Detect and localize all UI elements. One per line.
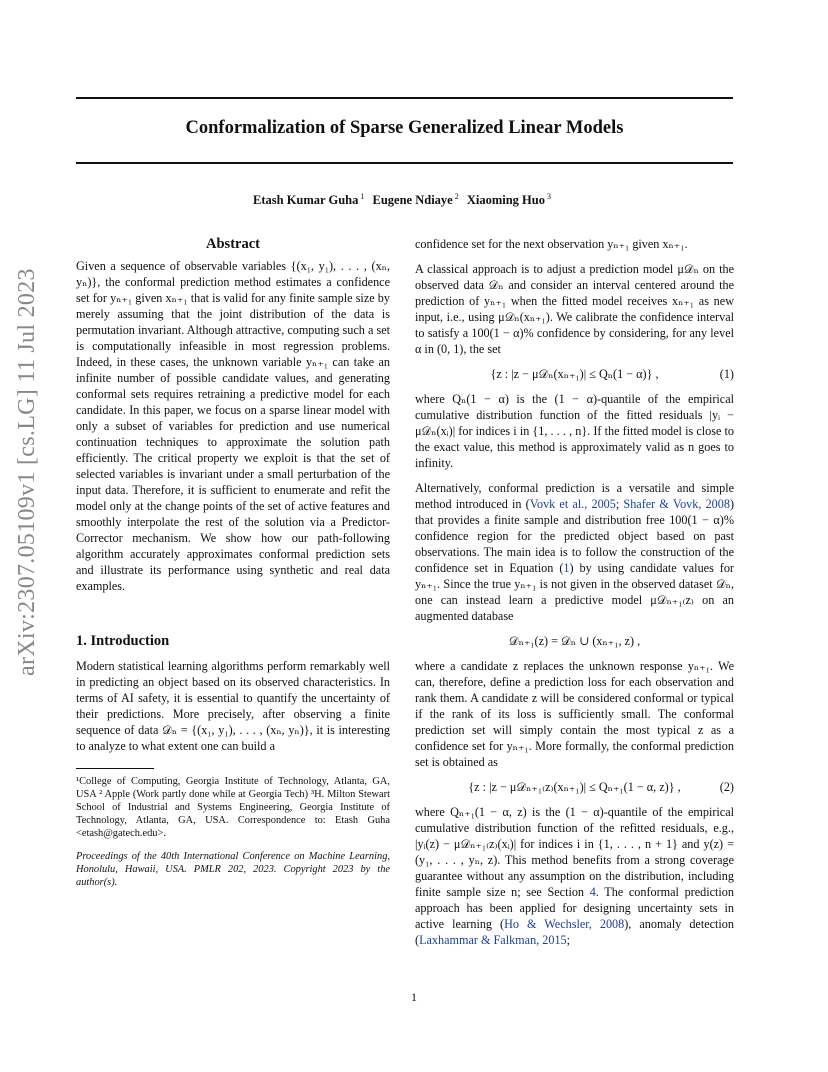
equation-reference-link[interactable]: 1 [563, 561, 570, 575]
equation-augmented-body: 𝒟ₙ₊₁(z) = 𝒟ₙ ∪ (xₙ₊₁, z) , [508, 634, 641, 648]
equation-2 [415, 779, 734, 795]
author-name: Xiaoming Huo [466, 193, 545, 208]
right-paragraph-1: A classical approach is to adjust a prediction model μ𝒟ₙ on the observed data 𝒟ₙ and consider an interval centered around the prediction of yₙ₊₁ when the fitted model receives xₙ₊₁ as new input, i.e., using μ𝒟ₙ(xₙ₊₁). We calibrate the confidence interval to satisfy a 100(1 − α)% confidence by considering, for any level α in (0, 1), the set [415, 262, 734, 356]
proceedings-note [76, 850, 390, 889]
abstract-heading: Abstract [206, 236, 260, 252]
section-heading-introduction: 1. Introduction [76, 633, 170, 649]
arxiv-stamp: arXiv:2307.05109v1 [cs.LG] 11 Jul 2023 [14, 268, 40, 676]
equation-1-number: (1) [719, 367, 734, 381]
equation-augmented-database [415, 633, 734, 649]
text-run: . The conformal prediction approach has been applied for designing uncertainty sets in active learning ( [415, 885, 734, 931]
title-bottom-rule [76, 162, 733, 164]
author-affiliation-mark: 2 [454, 192, 459, 201]
text-run: ) that provides a finite sample and distribution free 100(1 − α)% confidence region for the predicted object based on past observations. The main idea is to follow the construction of the confidence set in Equation ( [415, 497, 735, 575]
right-paragraph-4: where a candidate z replaces the unknown response yₙ₊₁. We can, therefore, define a prediction loss for each observation and rank them. A candidate z will be considered conformal or typical if the rank of its loss is sufficiently small. The conformal prediction set will simply contain the most typical z as a confidence set for yₙ₊₁. More formally, the conformal prediction set is obtained as [415, 659, 734, 769]
right-paragraph-0: confidence set for the next observation yₙ₊₁ given xₙ₊₁. [415, 237, 688, 251]
equation-1-body: {z : |z − μ𝒟ₙ(xₙ₊₁)| ≤ Qₙ(1 − α)} , [490, 367, 659, 381]
citation-link[interactable]: Laxhammar & Falkman, 2015 [419, 933, 567, 947]
affiliation-footnote: ¹College of Computing, Georgia Institute of Technology, Atlanta, GA, USA ² Apple (Work partly done while at Georgia Tech) ³H. Milton Stewart School of Industrial and Systems Engineering, Georgia Institute of Technology, Atlanta, GA, USA. Correspondence to: Etash Guha <etash@gatech.edu>. [76, 776, 390, 839]
text-run: ; [615, 497, 624, 511]
text-run: ; [566, 933, 571, 947]
text-run: where Qₙ₊₁(1 − α, z) is the (1 − α)-quantile of the empirical cumulative distribution function of the refitted residuals, e.g., |yᵢ(z) − μ𝒟ₙ₊₁₍z₎(xᵢ)| for indices i in {1, . . . , n + 1} and y(z) = (y₁, . . . , yₙ, z). This method benefits from a strong coverage guarantee without any assumption on the distribution, including finite sample size n; see Section [415, 805, 734, 899]
equation-2-number: (2) [719, 780, 734, 794]
equation-1 [415, 366, 734, 382]
intro-paragraph: Modern statistical learning algorithms perform remarkably well in predicting an object based on its observed characteristics. In terms of AI safety, it is essential to quantify the uncertainty of their predictions. More precisely, after observing a finite sequence of data 𝒟ₙ = {(x₁, y₁), . . . , (xₙ, yₙ)}, it is interesting to analyze to what extent one can build a [76, 659, 390, 753]
text-run: ) by using candidate values for yₙ₊₁. Since the true yₙ₊₁ is not given in the observed dataset 𝒟ₙ, one can instead learn a predictive model μ𝒟ₙ₊₁₍z₎ on an augmented database [415, 561, 734, 623]
footnote-rule [76, 768, 154, 769]
right-paragraph-5 [415, 804, 734, 948]
right-paragraph-3 [415, 480, 734, 624]
author-name: Etash Kumar Guha [253, 193, 359, 208]
citation-link[interactable]: Vovk et al., 2005 [529, 497, 616, 511]
author-list [76, 192, 733, 208]
proceedings-text: Proceedings of the 40th International Conference on Machine Learning, Honolulu, Hawaii, USA. PMLR 202, 2023. Copyright 2023 by the author(s). [76, 851, 390, 888]
text-run: ), anomaly detection ( [415, 917, 734, 947]
text-run: Alternatively, conformal prediction is a versatile and simple method introduced in ( [415, 481, 734, 511]
equation-2-body: {z : |z − μ𝒟ₙ₊₁₍z₎(xₙ₊₁)| ≤ Qₙ₊₁(1 − α, z)} , [468, 780, 681, 794]
section-reference-link[interactable]: 4 [589, 885, 596, 899]
right-column [415, 236, 734, 957]
author-affiliation-mark: 3 [546, 192, 551, 201]
title-top-rule [76, 97, 733, 99]
author-affiliation-mark: 1 [360, 192, 365, 201]
author-name: Eugene Ndiaye [372, 193, 453, 208]
right-paragraph-2: where Qₙ(1 − α) is the (1 − α)-quantile of the empirical cumulative distribution function of the fitted residuals |yᵢ − μ𝒟ₙ(xᵢ)| for indices i in {1, . . . , n}. If the fitted model is close to the exact value, this method is approximately valid as n goes to infinity. [415, 392, 734, 470]
page-number: 1 [411, 990, 417, 1004]
abstract-text: Given a sequence of observable variables {(x₁, y₁), . . . , (xₙ, yₙ)}, the conformal prediction method estimates a confidence set for yₙ₊₁ given xₙ₊₁ that is valid for any finite sample size by merely assuming that the joint distribution of the data is permutation invariant. Although attractive, computing such a set is computationally infeasible in most regression problems. Indeed, in these cases, the unknown variable yₙ₊₁ can take an infinite number of possible candidate values, and generating conformal sets requires retraining a predictive model for each candidate. In this paper, we focus on a sparse linear model with only a subset of variables for prediction and use numerical continuation techniques to approximate the solution path efficiently. The critical property we exploit is that the set of selected variables is invariant under a small perturbation of the input data. Therefore, it is sufficient to enumerate and refit the model only at the change points of the set of active features and smoothly interpolate the rest of the solution via a Predictor-Corrector mechanism. We show how our path-following algorithm accurately approximates conformal prediction sets and illustrate its performance using synthetic and real data examples. [76, 259, 390, 593]
left-column [76, 236, 390, 889]
citation-link[interactable]: Shafer & Vovk, 2008 [623, 497, 730, 511]
citation-link[interactable]: Ho & Wechsler, 2008 [504, 917, 625, 931]
paper-title: Conformalization of Sparse Generalized Linear Models [185, 118, 624, 138]
